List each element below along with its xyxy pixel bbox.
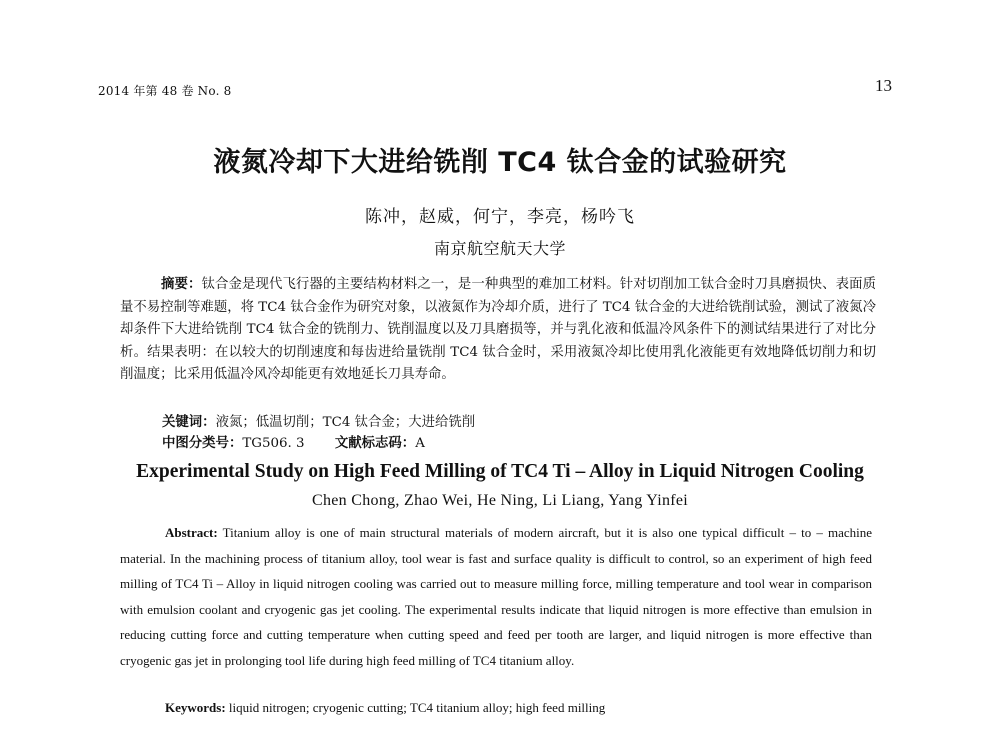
chinese-keywords [162, 411, 475, 430]
english-keywords-label: Keywords: [165, 700, 226, 715]
chinese-keywords-label: 关键词： [162, 414, 216, 430]
english-title: Experimental Study on High Feed Milling of TC4 Ti – Alloy in Liquid Nitrogen Cooling [136, 461, 864, 482]
chinese-abstract [120, 273, 876, 387]
page-number: 13 [875, 76, 892, 95]
classification-label: 中图分类号： [162, 435, 243, 451]
english-abstract [120, 520, 872, 673]
chinese-classification [162, 432, 425, 451]
english-keywords-text: liquid nitrogen; cryogenic cutting; TC4 titanium alloy; high feed milling [225, 700, 606, 715]
english-abstract-text: Titanium alloy is one of main structural materials of modern aircraft, but it is also one typical difficult – to – machine material. In the machining process of titanium alloy, tool wear is fast and surface quality is difficult to control, so an experiment of high feed milling of TC4 Ti – Alloy in liquid nitrogen cooling was carried out to measure milling force, milling temperature and tool wear in comparison with emulsion coolant and cryogenic gas jet cooling. The experimental results indicate that liquid nitrogen is more effective than emulsion in reducing cutting force and cutting temperature when cutting speed and feed per tooth are larger, and liquid nitrogen is more effective than cryogenic gas jet in prolonging tool life during high feed milling of TC4 titanium alloy. [120, 525, 872, 668]
english-abstract-label: Abstract: [165, 525, 218, 540]
chinese-affiliation: 南京航空航天大学 [433, 239, 566, 258]
english-keywords [165, 700, 605, 716]
english-authors: Chen Chong, Zhao Wei, He Ning, Li Liang, Yang Yinfei [311, 492, 689, 509]
document-code-value: A [415, 436, 425, 451]
chinese-abstract-label: 摘要： [161, 276, 202, 292]
chinese-abstract-text: 钛合金是现代飞行器的主要结构材料之一，是一种典型的难加工材料。针对切削加工钛合金时刀具磨损快、表面质量不易控制等难题，将 TC4 钛合金作为研究对象，以液氮作为冷却介质，进行了 TC4 钛合金的大进给铣削试验，测试了液氮冷却条件下大进给铣削 TC4 钛合金的铣削力、铣削温度以及刀具磨损等，并与乳化液和低温冷风条件下的测试结果进行了对比分析。结果表明：在以较大的切削速度和每齿进给量铣削 TC4 钛合金时，采用液氮冷却比使用乳化液能更有效地降低切削力和切削温度；比采用低温冷风冷却能更有效地延长刀具寿命。 [120, 277, 877, 382]
journal-issue: 2014 年第 48 卷 No. 8 [98, 84, 232, 98]
document-code-label: 文献标志码： [334, 435, 416, 451]
chinese-authors: 陈冲，赵威，何宁，李亮，杨吟飞 [365, 207, 635, 227]
chinese-title: 液氮冷却下大进给铣削 TC4 钛合金的试验研究 [213, 147, 787, 178]
classification-value: TG506. 3 [242, 436, 305, 451]
chinese-keywords-text: 液氮；低温切削；TC4 钛合金；大进给铣削 [215, 415, 476, 430]
